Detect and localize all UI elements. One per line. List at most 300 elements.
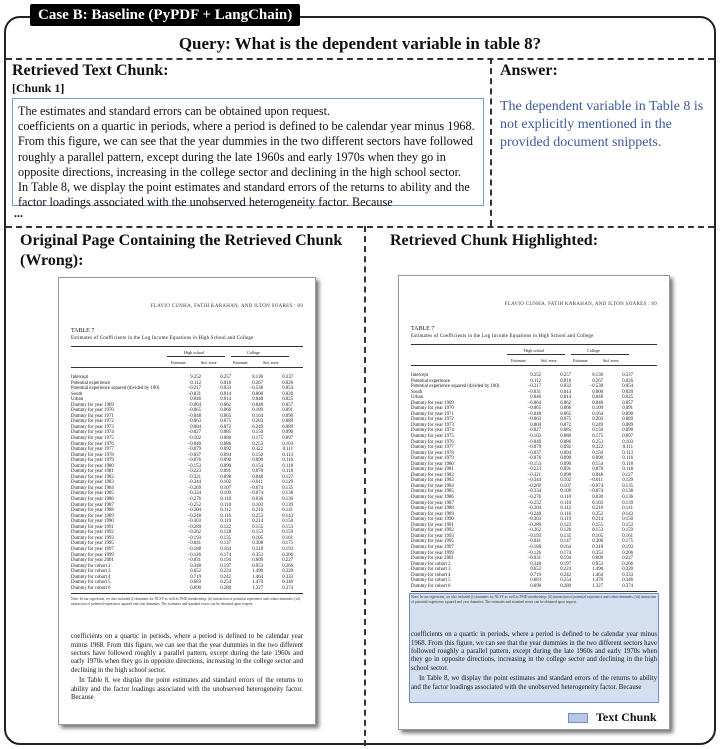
- body-paragraph: coefficients on a quartic in periods, where a period is defined to be calendar year minus 1968. From this figure, we can see that the year dummies in the two different sectors have followed roughly a parallel pattern, except during the late 1960s and early 1970s when they go in opposite directions, increasing in the college sector and declining in the high school sector.: [411, 631, 657, 672]
- hs-std-error: 0.066: [560, 406, 571, 412]
- college-std-error: 0.054: [622, 384, 633, 390]
- row-label: Dummy for cohort 6: [411, 583, 451, 589]
- divider-middle: [6, 226, 714, 228]
- row-label: Dummy for year 1973: [411, 422, 454, 428]
- row-label: Dummy for year 1976: [71, 441, 114, 447]
- hs-estimate: 9.252: [190, 375, 201, 380]
- row-label: Dummy for year 1975: [411, 434, 454, 440]
- hs-std-error: 0.102: [220, 480, 231, 486]
- hs-std-error: 0.090: [560, 461, 571, 467]
- college-estimate: 0.322: [592, 445, 603, 451]
- body-paragraph: In Table 8, we display the point estimates and standard errors of the returns to ability and the factor loadings associated with the unobserved heterogeneity factor. Because: [71, 677, 303, 702]
- college-std-error: 0.153: [622, 522, 633, 528]
- row-label: Dummy for year 1990: [71, 519, 114, 525]
- hs-estimate: −0.064: [187, 402, 201, 408]
- hs-std-error: 0.224: [560, 567, 571, 573]
- hs-std-error: 0.018: [560, 378, 571, 384]
- hs-std-error: 0.147: [220, 541, 231, 547]
- hs-std-error: 0.018: [220, 380, 231, 386]
- college-std-error: 0.266: [282, 563, 293, 569]
- row-label: Dummy for year 1995: [71, 541, 114, 547]
- hs-std-error: 0.254: [560, 578, 571, 584]
- college-estimate: 0.090: [252, 458, 263, 464]
- college-estimate: 0.203: [252, 419, 263, 425]
- hs-estimate: −0.248: [187, 513, 201, 519]
- hs-std-error: 0.110: [220, 502, 231, 508]
- college-estimate: 0.048: [592, 400, 603, 406]
- college-estimate: 0.150: [592, 450, 603, 456]
- group-rule: [507, 354, 565, 355]
- college-std-error: 0.118: [282, 469, 293, 475]
- hs-estimate: 0.046: [190, 397, 201, 403]
- row-label: Dummy for year 1979: [71, 458, 114, 464]
- college-estimate: 0.000: [252, 391, 263, 397]
- college-std-error: 0.136: [622, 495, 633, 501]
- answer-title: Answer:: [500, 62, 558, 79]
- table-rule: [71, 346, 303, 347]
- hs-std-error: 0.094: [560, 450, 571, 456]
- hs-estimate: 0.719: [530, 572, 541, 578]
- college-std-error: 0.135: [622, 483, 633, 489]
- hs-estimate: −0.321: [527, 472, 541, 478]
- hs-estimate: 0.004: [190, 424, 201, 430]
- college-estimate: 0.609: [592, 556, 603, 562]
- college-estimate: −0.538: [249, 386, 263, 392]
- hs-estimate: −0.334: [187, 491, 201, 497]
- college-estimate: 0.048: [592, 472, 603, 478]
- left-panel-title: Original Page Containing the Retrieved Chunk (Wrong):: [20, 232, 343, 269]
- college-std-error: 0.116: [622, 456, 633, 462]
- chunk-line: The estimates and standard errors can be obtained upon request.: [18, 104, 331, 118]
- college-estimate: 0.164: [252, 413, 263, 419]
- college-std-error: 0.139: [282, 502, 293, 508]
- hs-estimate: −0.303: [187, 519, 201, 525]
- college-std-error: 0.113: [622, 450, 633, 456]
- college-std-error: 0.118: [282, 463, 293, 469]
- hs-estimate: −0.252: [187, 502, 201, 508]
- table-row: [411, 584, 643, 590]
- hs-std-error: 0.280: [220, 585, 231, 591]
- hs-estimate: −0.276: [187, 497, 201, 503]
- case-label: Case B: Baseline (PyPDF + LangChain): [30, 4, 300, 26]
- body-paragraph: coefficients on a quartic in periods, where a period is defined to be calendar year minus 1968. From this figure, we can see that the year dummies in the two different sectors have followed roughly a parallel pattern, except during the late 1960s and early 1970s when they go in opposite directions, increasing in the college sector and declining in the high school sector.: [71, 633, 303, 674]
- hs-estimate: 0.348: [190, 563, 201, 569]
- college-std-error: 0.097: [622, 434, 633, 440]
- row-label: Dummy for year 1984: [71, 485, 114, 491]
- hs-estimate: −0.223: [527, 467, 541, 473]
- college-std-error: 0.129: [622, 478, 633, 484]
- college-std-error: 0.097: [282, 436, 293, 442]
- hs-estimate: −0.079: [187, 447, 201, 453]
- college-estimate: 0.267: [252, 380, 263, 386]
- table-notes: Note: In our regression, we also included (i) dummies for NLSY as well as PSID membership; (ii) interaction of potential experience and cohort dummies; (iii) interaction of potential experience squared and year dummies. The estimates and standard errors can be obtained upon request.: [71, 597, 300, 607]
- hs-estimate: −0.048: [527, 411, 541, 417]
- hs-std-error: 0.110: [560, 500, 571, 506]
- hs-estimate: −0.031: [187, 558, 201, 564]
- group-high-school: High school: [184, 350, 205, 355]
- college-estimate: 0.109: [252, 408, 263, 414]
- hs-std-error: 0.065: [560, 411, 571, 417]
- college-estimate: 0.105: [252, 535, 263, 541]
- row-label: Dummy for year 1985: [71, 491, 114, 497]
- table-rule: [71, 593, 303, 594]
- table-rule: [411, 344, 657, 345]
- college-std-error: 0.193: [622, 544, 633, 550]
- row-label: Dummy for cohort 2: [411, 561, 451, 567]
- row-label: Dummy for cohort 4: [71, 574, 111, 580]
- hs-std-error: 0.075: [220, 419, 231, 425]
- hs-estimate: 0.348: [530, 561, 541, 567]
- row-label: Dummy for year 1989: [71, 513, 114, 519]
- hs-std-error: 0.280: [560, 583, 571, 589]
- college-estimate: 0.030: [592, 495, 603, 501]
- right-panel-title: Retrieved Chunk Highlighted:: [390, 232, 599, 249]
- college-estimate: 0.953: [252, 563, 263, 569]
- college-estimate: 0.249: [592, 422, 603, 428]
- answer-text: The dependent variable in Table 8 is not explicitly mentioned in the provided document snippets.: [500, 99, 704, 150]
- college-estimate: 0.048: [592, 395, 603, 401]
- college-std-error: 0.175: [622, 539, 633, 545]
- row-label: Dummy for year 2001: [411, 556, 454, 562]
- hs-std-error: 0.135: [220, 535, 231, 541]
- hs-estimate: 0.046: [530, 395, 541, 401]
- hs-std-error: 0.135: [560, 533, 571, 539]
- hs-estimate: −0.048: [187, 413, 201, 419]
- college-std-error: 0.138: [282, 491, 293, 497]
- college-std-error: 0.141: [282, 508, 293, 514]
- row-label: Dummy for year 1991: [411, 522, 454, 528]
- hs-std-error: 0.164: [220, 546, 231, 552]
- college-estimate: 0.154: [592, 461, 603, 467]
- original-page: [58, 277, 316, 725]
- table-rule: [71, 367, 303, 368]
- chunk-line: factor loadings associated with the unobserved heterogeneity factor. Because: [18, 195, 393, 210]
- college-estimate: 0.252: [592, 511, 603, 517]
- college-estimate: 0.308: [592, 539, 603, 545]
- retrieved-chunk-title: Retrieved Text Chunk:: [12, 62, 169, 79]
- college-std-error: 0.227: [282, 558, 293, 564]
- college-std-error: 0.020: [622, 389, 633, 395]
- hs-estimate: 0.690: [190, 585, 201, 591]
- hs-estimate: 0.004: [530, 422, 541, 428]
- hs-std-error: 0.257: [560, 373, 571, 378]
- college-std-error: 0.026: [282, 380, 293, 386]
- hs-std-error: 0.072: [220, 424, 231, 430]
- col-std-error: Std. error: [201, 360, 217, 365]
- hs-estimate: −0.276: [527, 495, 541, 501]
- college-estimate: 0.175: [252, 436, 263, 442]
- hs-std-error: 0.119: [560, 517, 571, 523]
- hs-estimate: −0.102: [187, 436, 201, 442]
- college-estimate: 0.103: [252, 502, 263, 508]
- college-estimate: 0.318: [252, 546, 263, 552]
- college-std-error: 0.136: [282, 497, 293, 503]
- hs-estimate: −0.031: [527, 389, 541, 395]
- row-label: Dummy for year 1977: [411, 445, 454, 451]
- hs-std-error: 0.102: [560, 478, 571, 484]
- row-label: Intercept: [71, 375, 89, 380]
- row-label: Dummy for year 1986: [71, 497, 114, 503]
- divider-answer: [490, 58, 492, 226]
- hs-estimate: −0.063: [527, 417, 541, 423]
- chunk-line: In Table 8, we display the point estimates and standard errors of the returns to ability and the: [18, 180, 470, 195]
- college-estimate: 0.155: [592, 522, 603, 528]
- col-std-error: Std. error: [263, 360, 279, 365]
- college-std-error: 0.161: [622, 533, 633, 539]
- hs-std-error: 0.014: [560, 395, 571, 401]
- college-estimate: 0.078: [252, 469, 263, 475]
- hs-estimate: −0.334: [527, 489, 541, 495]
- college-std-error: 0.090: [282, 413, 293, 419]
- college-estimate: 0.252: [252, 513, 263, 519]
- hs-estimate: −0.217: [187, 386, 201, 392]
- college-estimate: 0.609: [252, 558, 263, 564]
- college-std-error: 0.161: [282, 535, 293, 541]
- college-std-error: 0.127: [282, 474, 293, 480]
- row-label: Dummy for year 1977: [71, 447, 114, 453]
- chunk-text-box: [12, 98, 484, 210]
- row-label: Dummy for year 1984: [411, 483, 454, 489]
- hs-estimate: −0.027: [527, 428, 541, 434]
- running-header: FLAVIO CUNHA, FATIH KARAHAN, AND ILTON SOARES : 89: [504, 302, 657, 307]
- hs-std-error: 0.109: [220, 491, 231, 497]
- hs-estimate: −0.193: [187, 535, 201, 541]
- hs-estimate: −0.031: [187, 391, 201, 397]
- college-std-error: 0.337: [622, 373, 633, 378]
- hs-std-error: 0.062: [560, 400, 571, 406]
- college-estimate: 0.109: [592, 406, 603, 412]
- college-std-error: 0.054: [282, 386, 293, 392]
- row-label: South: [411, 389, 423, 395]
- hs-estimate: −0.262: [187, 530, 201, 536]
- body-paragraph: In Table 8, we display the point estimates and standard errors of the returns to ability and the factor loadings associated with the unobserved heterogeneity factor. Because: [411, 675, 657, 691]
- row-label: Dummy for year 1982: [71, 474, 114, 480]
- college-std-error: 0.091: [622, 406, 633, 412]
- hs-std-error: 0.119: [220, 519, 231, 525]
- college-estimate: −0.074: [249, 491, 263, 497]
- row-label: Dummy for year 1981: [411, 467, 454, 473]
- row-label: Dummy for year 1983: [71, 480, 114, 486]
- college-std-error: 0.159: [622, 528, 633, 534]
- college-std-error: 0.150: [282, 519, 293, 525]
- hs-estimate: 9.252: [530, 373, 541, 378]
- hs-std-error: 0.033: [560, 384, 571, 390]
- college-std-error: 0.333: [282, 574, 293, 580]
- college-estimate: −0.074: [589, 483, 603, 489]
- college-std-error: 0.090: [622, 411, 633, 417]
- group-rule: [167, 356, 225, 357]
- college-estimate: 0.214: [252, 519, 263, 525]
- college-std-error: 0.135: [282, 485, 293, 491]
- hs-estimate: −0.076: [527, 456, 541, 462]
- row-label: Dummy for year 1988: [71, 508, 114, 514]
- college-std-error: 0.111: [282, 447, 293, 453]
- hs-estimate: 0.690: [530, 583, 541, 589]
- row-label: Dummy for cohort 2: [71, 563, 111, 569]
- hs-estimate: −0.269: [527, 483, 541, 489]
- group-high-school: High school: [524, 348, 545, 353]
- col-estimate: Estimate: [573, 358, 588, 363]
- college-estimate: 0.253: [252, 441, 263, 447]
- college-std-error: 0.374: [622, 583, 633, 589]
- chunk-line: opposite directions, increasing in the college sector and declining in the high school sector.: [18, 164, 462, 179]
- college-std-error: 0.139: [622, 500, 633, 506]
- row-label: Intercept: [411, 373, 429, 378]
- college-estimate: 0.164: [592, 411, 603, 417]
- hs-std-error: 0.062: [220, 402, 231, 408]
- hs-std-error: 0.072: [560, 422, 571, 428]
- college-estimate: 0.210: [592, 506, 603, 512]
- hs-std-error: 0.092: [560, 445, 571, 451]
- college-estimate: 1.470: [252, 580, 263, 586]
- college-estimate: 0.249: [252, 424, 263, 430]
- chunk-line: coefficients on a quartic in periods, where a period is defined to be calendar year minus 1968.: [18, 119, 475, 134]
- college-std-error: 0.111: [622, 445, 633, 451]
- row-label: Dummy for year 1979: [411, 456, 454, 462]
- hs-estimate: −0.027: [187, 430, 201, 436]
- table-body: [411, 373, 643, 589]
- hs-std-error: 0.194: [220, 558, 231, 564]
- college-std-error: 0.153: [282, 524, 293, 530]
- hs-std-error: 0.091: [220, 469, 231, 475]
- college-estimate: 0.048: [252, 397, 263, 403]
- row-label: Dummy for year 1971: [411, 411, 454, 417]
- hs-std-error: 0.080: [220, 436, 231, 442]
- query-text: Query: What is the dependent variable in table 8?: [178, 34, 542, 53]
- col-std-error: Std. error: [603, 358, 619, 363]
- college-estimate: 0.210: [252, 508, 263, 514]
- college-std-error: 0.150: [622, 517, 633, 523]
- hs-estimate: −0.040: [187, 441, 201, 447]
- college-std-error: 0.090: [282, 430, 293, 436]
- hs-std-error: 0.197: [220, 563, 231, 569]
- row-label: Dummy for year 1971: [71, 413, 114, 419]
- college-estimate: −0.011: [589, 478, 603, 484]
- chunk-line: From this figure, we can see that the year dummies in the two different sectors have followed: [18, 134, 473, 149]
- college-estimate: 0.308: [252, 541, 263, 547]
- running-header: FLAVIO CUNHA, FATIH KARAHAN, AND ILTON SOARES : 89: [150, 304, 303, 309]
- hs-std-error: 0.257: [220, 375, 231, 380]
- row-label: Potential experience squared (divided by 100): [71, 386, 160, 392]
- college-estimate: 0.267: [592, 378, 603, 384]
- hs-std-error: 0.094: [220, 452, 231, 458]
- row-label: Dummy for year 1972: [411, 417, 454, 423]
- row-label: South: [71, 391, 83, 397]
- hs-estimate: −0.076: [187, 458, 201, 464]
- hs-std-error: 0.086: [220, 441, 231, 447]
- hs-estimate: −0.303: [527, 517, 541, 523]
- hs-estimate: −0.252: [527, 500, 541, 506]
- college-estimate: 0.030: [252, 497, 263, 503]
- hs-std-error: 0.092: [220, 447, 231, 453]
- row-label: Dummy for year 1983: [411, 478, 454, 484]
- college-estimate: 0.048: [252, 474, 263, 480]
- row-label: Potential experience squared (divided by 100): [411, 384, 500, 390]
- college-std-error: 0.175: [282, 541, 293, 547]
- row-label: Dummy for year 1981: [71, 469, 114, 475]
- row-label: Dummy for year 1986: [411, 495, 454, 501]
- college-estimate: 0.153: [252, 530, 263, 536]
- hs-estimate: 0.683: [530, 578, 541, 584]
- row-label: Dummy for year 2001: [71, 558, 114, 564]
- row-label: Dummy for year 1985: [411, 489, 454, 495]
- hs-estimate: −0.079: [527, 445, 541, 451]
- college-estimate: −0.074: [249, 485, 263, 491]
- hs-std-error: 0.194: [560, 556, 571, 562]
- hs-estimate: −0.188: [527, 544, 541, 550]
- row-label: Dummy for year 1991: [71, 524, 114, 530]
- hs-std-error: 0.086: [560, 439, 571, 445]
- hs-std-error: 0.174: [560, 550, 571, 556]
- row-label: Dummy for year 1990: [411, 517, 454, 523]
- row-label: Dummy for year 1969: [71, 402, 114, 408]
- college-estimate: 0.353: [252, 552, 263, 558]
- college-std-error: 0.118: [622, 467, 633, 473]
- college-std-error: 0.127: [622, 472, 633, 478]
- college-std-error: 0.333: [622, 572, 633, 578]
- hs-estimate: −0.289: [187, 524, 201, 530]
- college-std-error: 0.346: [282, 580, 293, 586]
- college-estimate: 8.136: [252, 375, 263, 380]
- college-std-error: 0.143: [282, 513, 293, 519]
- hs-estimate: −0.064: [527, 400, 541, 406]
- group-college: College: [247, 350, 261, 355]
- college-estimate: 1.470: [592, 578, 603, 584]
- college-estimate: 0.155: [252, 524, 263, 530]
- row-label: Dummy for year 1999: [71, 552, 114, 558]
- row-label: Urban: [71, 397, 83, 403]
- college-std-error: 0.141: [622, 506, 633, 512]
- row-label: Dummy for year 1992: [71, 530, 114, 536]
- college-estimate: 0.150: [252, 452, 263, 458]
- hs-estimate: −0.344: [187, 480, 201, 486]
- college-std-error: 0.090: [622, 428, 633, 434]
- hs-estimate: −0.102: [527, 434, 541, 440]
- row-label: Dummy for year 1974: [71, 430, 114, 436]
- college-std-error: 0.057: [282, 402, 293, 408]
- hs-std-error: 0.116: [220, 513, 231, 519]
- hs-std-error: 0.116: [560, 511, 571, 517]
- college-std-error: 0.138: [622, 489, 633, 495]
- row-label: Dummy for cohort 3: [71, 569, 111, 575]
- hs-estimate: −0.065: [527, 406, 541, 412]
- college-estimate: 0.153: [592, 528, 603, 534]
- row-label: Dummy for year 1974: [411, 428, 454, 434]
- college-estimate: 0.154: [252, 463, 263, 469]
- table-body: [71, 375, 303, 591]
- hs-std-error: 0.112: [560, 506, 571, 512]
- row-label: Dummy for year 1988: [411, 506, 454, 512]
- highlighted-page: [398, 275, 670, 730]
- table-title: TABLE 7: [411, 326, 435, 332]
- hs-std-error: 0.122: [220, 524, 231, 530]
- row-label: Dummy for year 1975: [71, 436, 114, 442]
- hs-estimate: −0.065: [187, 408, 201, 414]
- college-std-error: 0.206: [282, 552, 293, 558]
- hs-std-error: 0.224: [220, 569, 231, 575]
- hs-estimate: −0.037: [187, 452, 201, 458]
- row-label: Dummy for year 1993: [411, 533, 454, 539]
- college-estimate: 1.327: [252, 585, 263, 591]
- college-std-error: 0.025: [622, 395, 633, 401]
- college-estimate: 0.353: [592, 550, 603, 556]
- college-estimate: 1.327: [592, 583, 603, 589]
- chunk-ellipsis: ...: [14, 206, 23, 220]
- hs-std-error: 0.128: [220, 530, 231, 536]
- college-estimate: 0.150: [592, 428, 603, 434]
- hs-estimate: 0.112: [190, 380, 201, 386]
- college-std-error: 0.057: [622, 400, 633, 406]
